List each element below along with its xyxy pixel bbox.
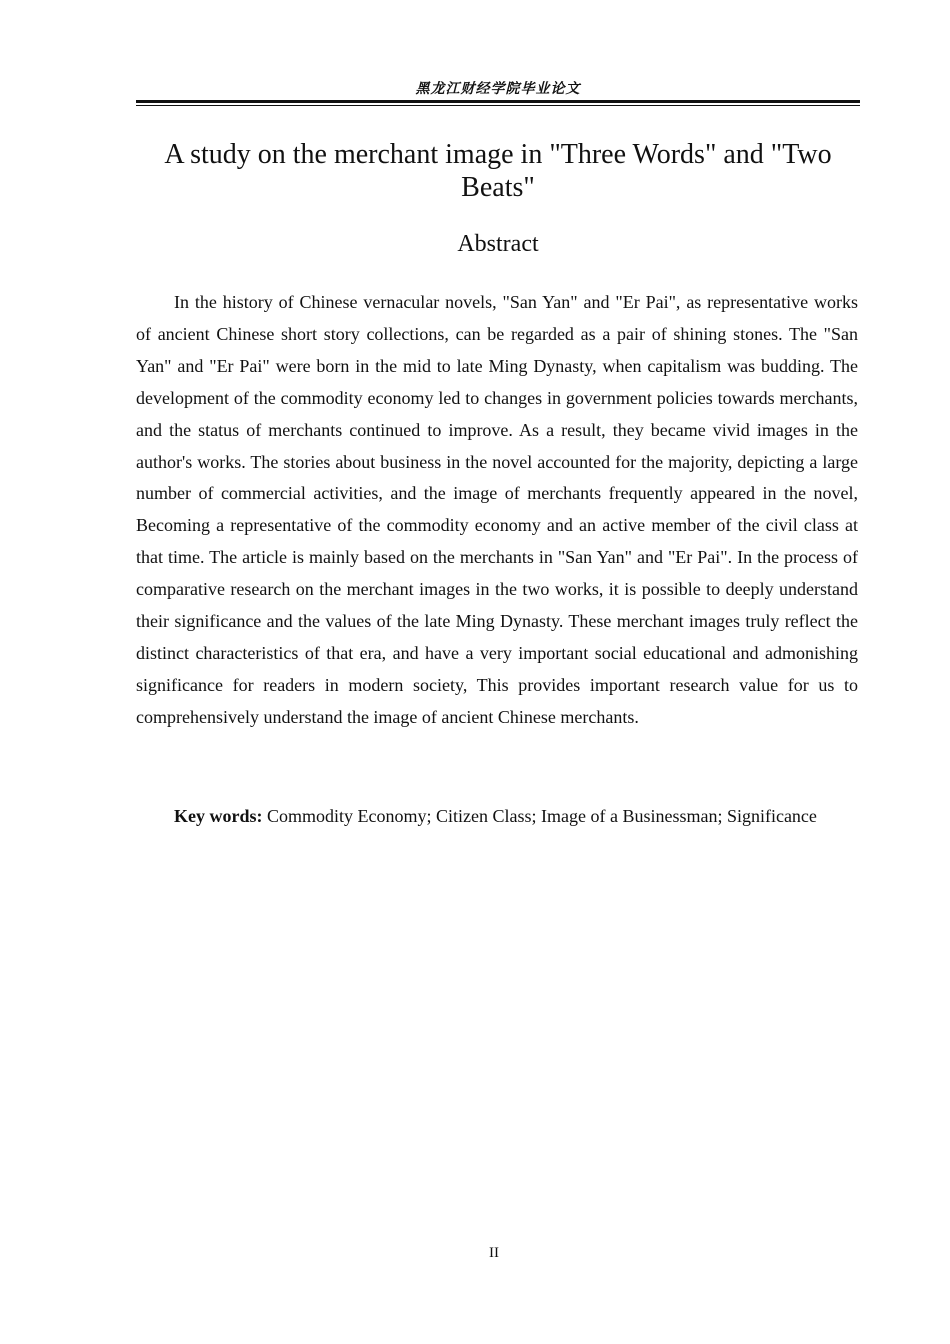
abstract-heading: Abstract [457, 231, 539, 257]
header-rule-thin [136, 105, 860, 106]
header-rule-thick [136, 100, 860, 103]
page-number: II [489, 1245, 499, 1261]
running-header: 黑龙江财经学院毕业论文 [415, 81, 581, 97]
abstract-paragraph: In the history of Chinese vernacular novels, "San Yan" and "Er Pai", as representative works of ancient Chinese short story collections, can be regarded as a pair of shining stones. The "San Yan" and "Er Pai" were born in the mid to late Ming Dynasty, when capitalism was budding. The development of the commodity economy led to changes in government policies towards merchants, and the status of merchants continued to improve. As a result, they became vivid images in the author's works. The stories about business in the novel accounted for the majority, depicting a large number of commercial activities, and the image of merchants frequently appeared in the novel, Becoming a representative of the commodity economy and an active member of the civil class at that time. The article is mainly based on the merchants in "San Yan" and "Er Pai". In the process of comparative research on the merchant images in the two works, it is possible to deeply understand their significance and the values of the late Ming Dynasty. These merchant images truly reflect the distinct characteristics of that era, and have a very important social educational and admonishing significance for readers in modern society, This provides important research value for us to comprehensively understand the image of ancient Chinese merchants. [136, 292, 858, 727]
keywords-text: Commodity Economy; Citizen Class; Image of a Businessman; Significance [262, 806, 817, 826]
keywords-line [136, 801, 860, 831]
keywords-label: Key words: [174, 806, 263, 826]
paper-title: A study on the merchant image in "Three Words" and "Two Beats" [164, 139, 832, 203]
